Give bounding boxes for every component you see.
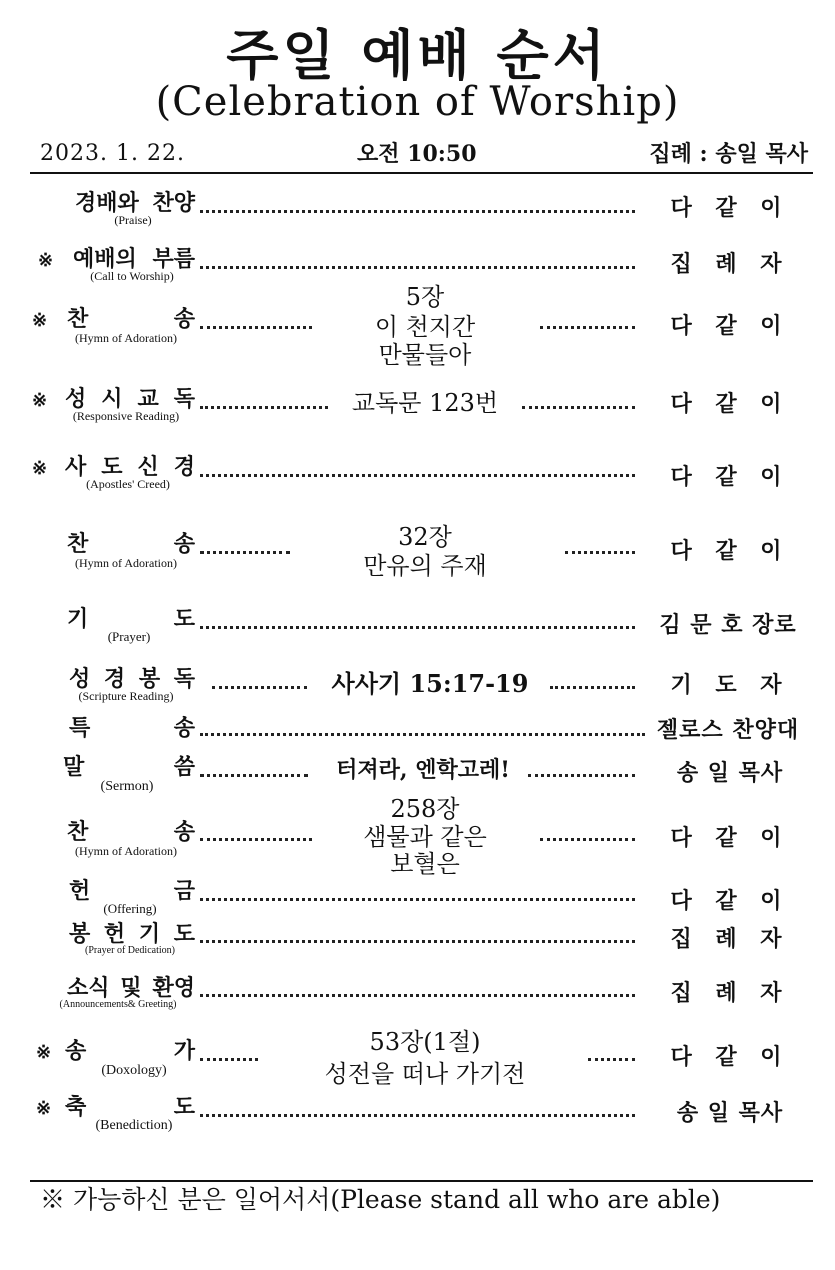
hymn-title-cont: 보혈은 [390,850,460,878]
stand-mark: ※ [32,458,48,479]
item-label-en: (Hymn of Adoration) [75,844,177,858]
leader-dots [565,551,635,554]
leader-dots [200,994,635,997]
item-label-ko: 찬 송 [67,531,195,557]
hymn-title: 이 천지간 [374,313,476,341]
item-responsible: 집 례 자 [670,980,790,1006]
item-responsible: 다 같 이 [670,1044,790,1070]
item-label-ko: 봉 헌 기 도 [69,921,195,947]
item-label-en: (Announcements& Greeting) [59,999,177,1010]
item-label-en: (Praise) [114,213,152,227]
leader-dots [200,940,635,943]
leader-dots [200,474,635,477]
stand-mark: ※ [36,1042,52,1063]
service-time: 오전 10:50 [357,141,477,167]
item-responsible: 다 같 이 [670,825,790,851]
item-label-ko: 예배의 부름 [73,246,195,272]
leader-dots [200,898,635,901]
item-label-ko: 소식 및 환영 [67,975,195,1001]
item-label-en: (Hymn of Adoration) [75,331,177,345]
leader-dots [200,1058,258,1061]
item-responsible: 기 도 자 [670,672,790,698]
hymn-title: 만유의 주재 [363,552,487,580]
item-label-en: (Hymn of Adoration) [75,556,177,570]
hymn-title: 샘물과 같은 [363,823,487,851]
item-label-en: (Benediction) [95,1118,173,1133]
leader-dots [200,266,635,269]
reading-number: 교독문 123번 [351,389,499,417]
doxology-number: 53장(1절) [369,1028,481,1056]
item-label-en: (Doxology) [101,1063,167,1078]
order-title: 주일 예배 순서 [226,23,609,87]
stand-mark: ※ [38,250,54,271]
item-label-en: (Scripture Reading) [78,689,174,703]
hymn-number: 5장 [405,283,445,311]
item-label-ko: 특 송 [69,715,195,741]
stand-mark: ※ [32,390,48,411]
item-responsible: 집 례 자 [670,926,790,952]
item-label-ko: 경배와 찬양 [75,190,195,216]
leader-dots [540,326,635,329]
leader-dots [588,1058,635,1061]
item-responsible: 다 같 이 [670,464,790,490]
item-label-en: (Apostles' Creed) [86,477,170,491]
item-label-en: (Prayer) [107,629,151,644]
footer-rule [30,1180,813,1182]
leader-dots [200,551,290,554]
hymn-number: 258장 [390,795,460,823]
order-subtitle: (Celebration of Worship) [155,79,680,125]
service-date: 2023. 1. 22. [40,141,185,166]
leader-dots [200,838,312,841]
leader-dots [522,406,635,409]
footer-note: ※ 가능하신 분은 일어서서(Please stand all who are able) [40,1185,721,1214]
item-responsible: 김 문 호 장로 [659,612,797,638]
hymn-title-cont: 만물들아 [378,341,472,369]
item-label-ko: 축 도 [65,1094,195,1120]
item-label-ko: 송 가 [65,1038,195,1064]
item-label-ko: 찬 송 [67,819,195,845]
leader-dots [528,774,635,777]
item-label-ko: 기 도 [67,606,195,632]
item-label-ko: 성 시 교 독 [65,386,195,412]
scripture-reference: 사사기 15:17-19 [331,669,529,698]
item-responsible: 젤로스 찬양대 [656,717,800,743]
sermon-title: 터져라, 엔학고레! [336,757,510,783]
item-responsible: 다 같 이 [670,888,790,914]
item-label-en: (Responsive Reading) [72,409,180,423]
item-responsible: 송 일 목사 [676,760,784,786]
stand-mark: ※ [36,1098,52,1119]
item-label-ko: 헌 금 [69,878,195,904]
item-label-en: (Prayer of Dedication) [85,945,175,956]
item-label-ko: 사 도 신 경 [65,454,195,480]
leader-dots [540,838,635,841]
leader-dots [212,686,307,689]
leader-dots [200,326,312,329]
header-rule [30,172,813,174]
stand-mark: ※ [32,310,48,331]
item-responsible: 다 같 이 [670,391,790,417]
item-label-ko: 찬 송 [67,306,195,332]
item-label-en: (Call to Worship) [90,269,174,283]
leader-dots [200,210,635,213]
item-label-en: (Offering) [103,901,157,916]
item-responsible: 다 같 이 [670,538,790,564]
leader-dots [200,406,328,409]
item-responsible: 송 일 목사 [676,1100,784,1126]
leader-dots [200,774,308,777]
item-label-ko: 성 경 봉 독 [69,666,195,692]
leader-dots [550,686,635,689]
item-label-en: (Sermon) [100,779,154,794]
item-responsible: 다 같 이 [670,195,790,221]
item-responsible: 집 례 자 [670,251,790,277]
leader-dots [200,1114,635,1117]
item-responsible: 다 같 이 [670,313,790,339]
doxology-title: 성전을 떠나 가기전 [324,1060,526,1088]
item-label-ko: 말 씀 [63,754,195,780]
leader-dots [200,733,645,736]
service-leader: 집례 : 송일 목사 [649,141,808,167]
hymn-number: 32장 [398,523,452,551]
leader-dots [200,626,635,629]
